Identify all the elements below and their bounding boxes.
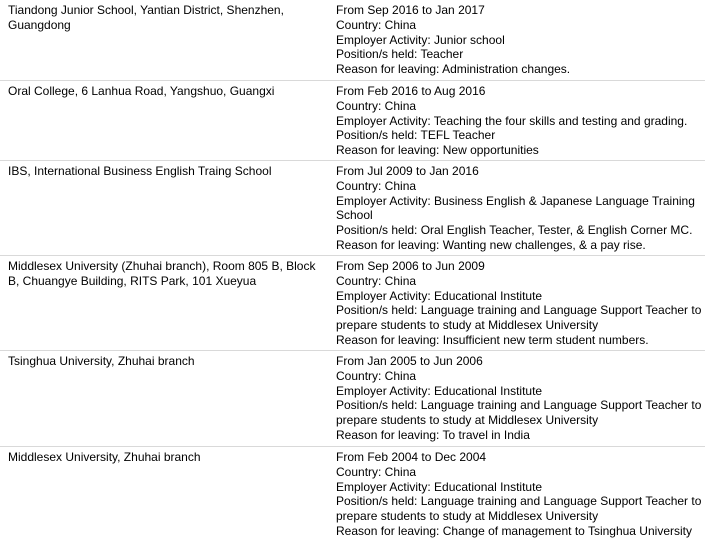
employment-details (330, 256, 705, 350)
position-held: Position/s held: Teacher (336, 47, 464, 62)
employment-period: From Sep 2016 to Jan 2017 (336, 3, 485, 17)
employment-entry (0, 81, 705, 161)
employer-activity: Employer Activity: Junior school (336, 32, 505, 47)
employer-name: Middlesex University (Zhuhai branch), Room 805 B, Block B, Chuangye Building, RITS Park, 101 Xueyua (8, 259, 316, 288)
position-held: Position/s held: TEFL Teacher (336, 128, 496, 143)
employment-details (330, 81, 705, 160)
employer-activity: Employer Activity: Teaching the four skills and testing and grading. (336, 113, 688, 128)
employer-activity: Employer Activity: Business English & Japanese Language Training School (336, 193, 695, 223)
employer-name: Tsinghua University, Zhuhai branch (8, 354, 195, 368)
reason-for-leaving: Reason for leaving: Change of management to Tsinghua University (336, 523, 692, 538)
employer-name: Tiandong Junior School, Yantian District, Shenzhen, Guangdong (8, 3, 284, 32)
employment-entry (0, 161, 705, 256)
employment-period: From Jul 2009 to Jan 2016 (336, 164, 479, 178)
employment-period: From Feb 2016 to Aug 2016 (336, 84, 486, 98)
employment-country: Country: China (336, 368, 417, 383)
position-held: Position/s held: Language training and Language Support Teacher to prepare students to study at Middlesex University (336, 494, 702, 524)
employment-country: Country: China (336, 17, 417, 32)
reason-for-leaving: Reason for leaving: Wanting new challenges, & a pay rise. (336, 237, 646, 252)
employment-country: Country: China (336, 273, 417, 288)
employment-entry (0, 447, 705, 539)
employment-country: Country: China (336, 464, 417, 479)
employment-period: From Feb 2004 to Dec 2004 (336, 450, 487, 464)
employment-entry (0, 0, 705, 81)
employer-name: Oral College, 6 Lanhua Road, Yangshuo, Guangxi (8, 84, 275, 98)
employer-activity: Employer Activity: Educational Institute (336, 479, 543, 494)
employment-details (330, 161, 705, 255)
reason-for-leaving: Reason for leaving: Insufficient new term student numbers. (336, 332, 649, 347)
reason-for-leaving: Reason for leaving: Administration changes. (336, 62, 571, 77)
position-held: Position/s held: Language training and Language Support Teacher to prepare students to study at Middlesex University (336, 398, 702, 428)
employment-country: Country: China (336, 178, 417, 193)
employment-country: Country: China (336, 98, 417, 113)
employer-name: Middlesex University, Zhuhai branch (8, 450, 201, 464)
employer-activity: Employer Activity: Educational Institute (336, 288, 543, 303)
employment-entry (0, 256, 705, 351)
employment-details (330, 447, 705, 539)
reason-for-leaving: Reason for leaving: To travel in India (336, 427, 530, 442)
position-held: Position/s held: Oral English Teacher, Tester, & English Corner MC. (336, 223, 693, 238)
employer-activity: Employer Activity: Educational Institute (336, 383, 543, 398)
position-held: Position/s held: Language training and Language Support Teacher to prepare students to study at Middlesex University (336, 303, 702, 333)
reason-for-leaving: Reason for leaving: New opportunities (336, 143, 539, 158)
employment-period: From Sep 2006 to Jun 2009 (336, 259, 485, 273)
employment-entry (0, 351, 705, 447)
employment-details (330, 351, 705, 446)
employer-name: IBS, International Business English Traing School (8, 164, 272, 178)
employment-period: From Jan 2005 to Jun 2006 (336, 354, 483, 368)
employment-details (330, 0, 705, 80)
